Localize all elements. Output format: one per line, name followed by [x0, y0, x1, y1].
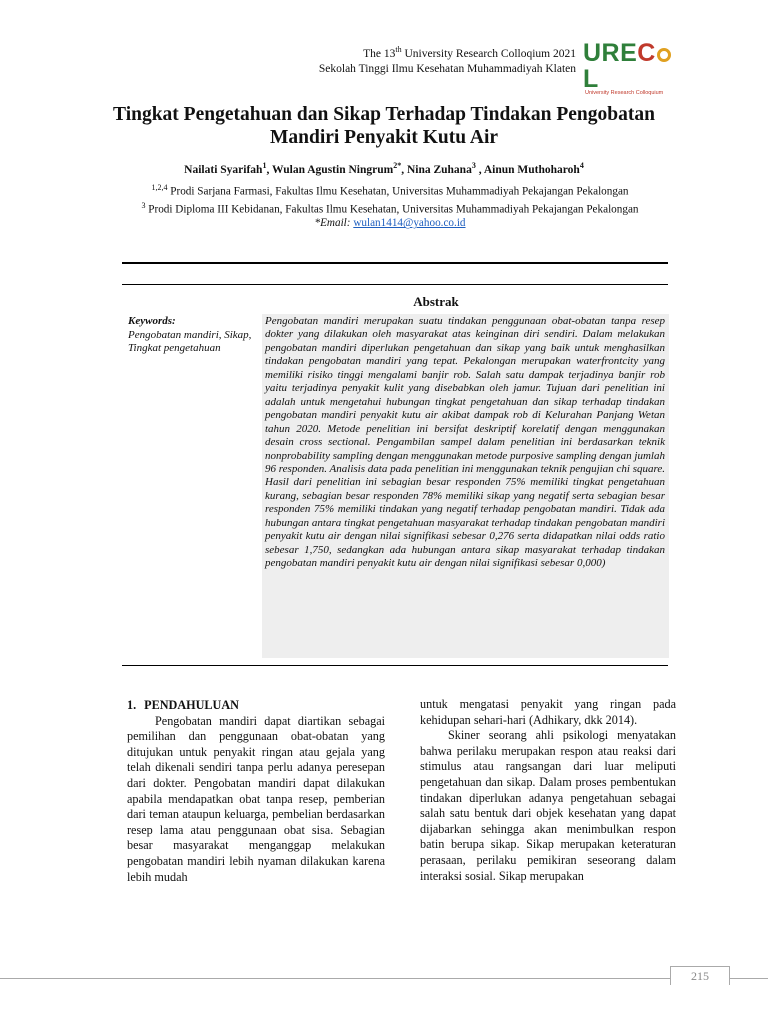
- abstract-text: Pengobatan mandiri merupakan suatu tindakan penggunaan obat-obatan tanpa resep dokter yang dilakukan oleh masyarakat atas keinginan diri sendiri. Dalam melakukan pengobatan mandiri diperlukan pengetahuan dan sikap yang baik untuk menghasilkan tindakan pengobatan mandiri yang tepat. Pekalongan merupakan waterfrontcity yang memiliki risiko tinggi mengalami banjir rob. Salah satu dampak terjadinya banjir rob yaitu terjadinya penyakit kulit yang disebabkan oleh jamur. Tujuan dari penelitian ini adalah untuk mengetahui hubungan tingkat pengetahuan dan sikap terhadap tindakan pengobatan mandiri penyakit kutu air akibat dampak rob di Kelurahan Panjang Wetan tahun 2020. Metode penelitian ini bersifat deskriptif korelatif dengan menggunakan desain cross sectional. Pengambilan sampel dalam penelitian ini berdasarkan teknik nonprobability sampling dengan menggunakan metode purposive sampling dengan jumlah 96 responden. Analisis data pada penelitian ini menggunakan teknik pengujian chi square. Hasil dari penelitian ini sebagian besar responden 75% memiliki tingkat pengetahuan kurang, sebagian besar responden 78% memiliki sikap yang negatif serta sebagian besar responden 75% memiliki tindakan yang negatif terhadap pengobatan mandiri. Tidak ada hubungan antara tingkat pengetahuan masyarakat terhadap tindakan pengobatan mandiri penyakit kutu air dengan nilai signifikasi sebesar 0,276 serta didapatkan nilai odds ratio sebesar 1,750, sedangkan ada hubungan antara sikap masyarakat terhadap tindakan pengobatan mandiri penyakit kutu air dengan nilai signifikasi sebesar 0,000): [265, 315, 665, 570]
- conference-institution: Sekolah Tinggi Ilmu Kesehatan Muhammadiyah Klaten: [318, 62, 576, 75]
- column-left: [127, 698, 385, 885]
- page-number: 215: [670, 966, 730, 985]
- paragraph: untuk mengatasi penyakit yang ringan pada kehidupan sehari-hari (Adhikary, dkk 2014).: [420, 697, 676, 727]
- author-name: Ainun Muthoharoh: [483, 163, 580, 176]
- author-name: Wulan Agustin Ningrum: [271, 163, 394, 176]
- footer-rule: [0, 978, 768, 979]
- keywords-label: Keywords:: [128, 315, 176, 327]
- urecol-logo: URECL University Research Colloquium: [583, 40, 683, 76]
- keywords-block: [128, 315, 258, 356]
- paper-title: Tingkat Pengetahuan dan Sikap Terhadap Tindakan Pengobatan Mandiri Penyakit Kutu Air: [113, 104, 655, 148]
- affiliation-2: Prodi Diploma III Kebidanan, Fakultas Ilmu Kesehatan, Universitas Muhammadiyah Pekajangan Pekalongan: [148, 203, 639, 216]
- divider: [122, 284, 668, 285]
- section-heading: 1. PENDAHULUAN: [127, 698, 239, 712]
- author-name: Nina Zuhana: [406, 163, 472, 176]
- author-affiliation-mark: 1: [262, 161, 267, 170]
- author-affiliation-mark: 4: [579, 161, 584, 170]
- author-name: Nailati Syarifah: [184, 163, 263, 176]
- affiliation-1: Prodi Sarjana Farmasi, Fakultas Ilmu Kesehatan, Universitas Muhammadiyah Pekajangan Pekalongan: [170, 185, 629, 198]
- divider: [122, 262, 668, 264]
- conference-header: [319, 42, 576, 77]
- divider: [122, 665, 668, 666]
- paragraph: Skiner seorang ahli psikologi menyatakan bahwa perilaku merupakan respon atau reaksi dari stimulus atau rangsangan dari luar meliputi pengetahuan dan sikap. Dalam proses pembentukan tindakan diperlukan adanya pengetahuan sebagai salah satu bentuk dari objek kesehatan yang dapat dijabarkan sehingga akan menimbulkan respon batin berupa sikap. Sikap merupakan keteraturan perasaan, perilaku pemikiran seseorang dalam interaksi sosial. Sikap merupakan: [420, 728, 676, 883]
- abstract-heading: Abstrak: [413, 294, 459, 309]
- keywords-text: Pengobatan mandiri, Sikap, Tingkat pengetahuan: [128, 328, 252, 354]
- conference-title: The 13th University Research Colloqium 2021: [363, 45, 576, 60]
- paragraph: Pengobatan mandiri dapat diartikan sebagai pemilihan dan penggunaan obat-obatan yang ditujukan untuk penyakit ringan atau gejala yang telah dikenali sendiri tanpa perlu adanya peresepan dari dokter. Pengobatan mandiri dapat dilakukan apabila mendapatkan obat tanpa resep, pemberian dari teman ataupun keluarga, pembelian berdasarkan resep lama atau penggunaan obat sisa. Sebagian besar masyarakat menganggap melakukan pengobatan mandiri lebih nyaman dilakukan karena lebih mudah: [127, 713, 385, 884]
- email-link[interactable]: wulan1414@yahoo.co.id: [353, 217, 466, 230]
- column-right: [420, 697, 676, 884]
- author-list: Nailati Syarifah$^1$, Wulan Agustin Ningrum$^{2*}$, Nina Zuhana$^3$ , Ainun Muthoharoh$^4$: [184, 161, 584, 176]
- affiliations: $^{1,2,4}$ Prodi Sarjana Farmasi, Fakultas Ilmu Kesehatan, Universitas Muhammadiyah Pekajangan Pekalongan $^3$ Prodi Diploma III Kebidanan, Fakultas Ilmu Kesehatan, Universitas Muhammadiyah Pekajangan Pekalongan *Email: wulan1414@yahoo.co.id: [141, 183, 639, 230]
- author-affiliation-mark: 3: [471, 161, 476, 170]
- author-affiliation-mark: 2*: [393, 161, 402, 170]
